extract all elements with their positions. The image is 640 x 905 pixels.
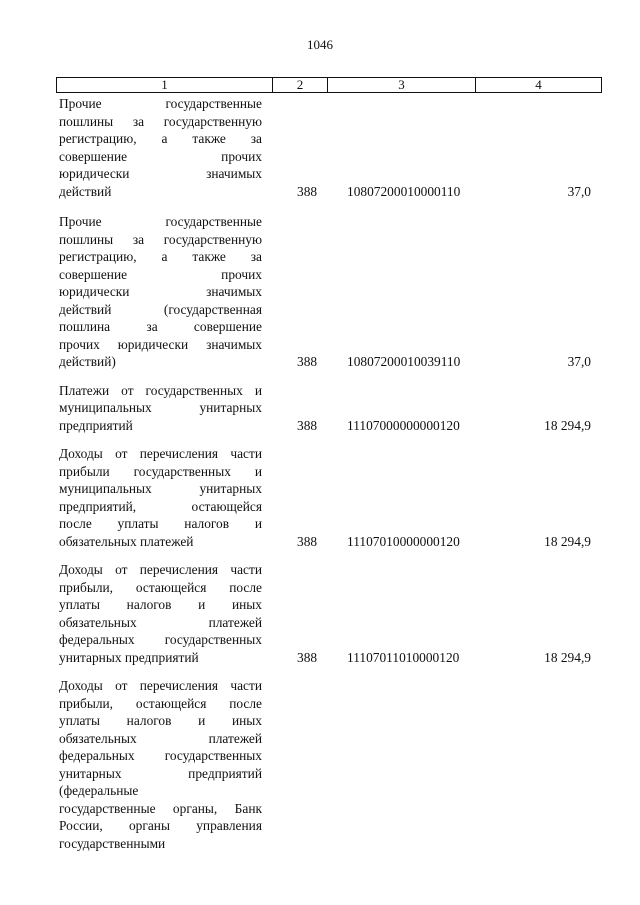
table-row (59, 95, 599, 200)
row-admin-code: 388 (297, 649, 318, 665)
description-line: России, органы управления (59, 818, 262, 833)
description-line: (федеральные (59, 783, 139, 798)
description-line: действий (59, 183, 112, 199)
description-line: совершение прочих (59, 148, 262, 164)
description-line: предприятий, остающейся (59, 498, 262, 514)
description-line: обязательных платежей (59, 614, 262, 630)
description-line: унитарных предприятий (59, 765, 262, 781)
row-description (59, 561, 262, 666)
description-line: Прочие государственные (59, 96, 262, 111)
description-line: обязательных платежей (59, 533, 194, 549)
row-amount: 37,0 (567, 183, 591, 199)
description-line: уплаты налогов и иных (59, 713, 262, 728)
row-amount: 18 294,9 (544, 649, 591, 665)
description-line: действий) (59, 354, 116, 369)
description-line: прочих юридически значимых (59, 336, 262, 352)
row-description (59, 382, 262, 435)
row-budget-code: 10807200010039110 (347, 354, 461, 369)
row-description (59, 677, 262, 852)
table-body (59, 95, 599, 863)
description-line: федеральных государственных (59, 748, 262, 763)
row-amount: 18 294,9 (544, 417, 591, 433)
description-line: государственные органы, Банк (59, 800, 262, 816)
header-col-3: 3 (328, 78, 476, 93)
description-line: совершение прочих (59, 266, 262, 282)
description-line: пошлина за совершение (59, 319, 262, 334)
row-budget-code: 11107000000000120 (347, 417, 460, 433)
description-line: унитарных предприятий (59, 649, 199, 665)
description-line: действий (государственная (59, 301, 262, 317)
table-row (59, 213, 599, 371)
table-row (59, 561, 599, 666)
row-description (59, 95, 262, 200)
row-admin-code: 388 (297, 183, 318, 199)
row-admin-code: 388 (297, 417, 318, 433)
description-line: федеральных государственных (59, 632, 262, 647)
description-line: регистрацию, а также за (59, 131, 262, 146)
table-row (59, 677, 599, 852)
description-line: муниципальных унитарных (59, 481, 262, 496)
description-line: пошлины за государственную (59, 113, 262, 129)
description-line: после уплаты налогов и (59, 516, 262, 531)
table-row (59, 445, 599, 550)
description-line: Доходы от перечисления части (59, 446, 262, 461)
row-description (59, 213, 262, 371)
header-col-4: 4 (476, 78, 602, 93)
description-line: муниципальных унитарных (59, 400, 262, 415)
description-line: юридически значимых (59, 166, 262, 181)
page-number: 1046 (307, 37, 333, 52)
row-budget-code: 11107010000000120 (347, 533, 460, 549)
description-line: обязательных платежей (59, 730, 262, 746)
table-header (56, 77, 602, 93)
header-col-1: 1 (57, 78, 273, 93)
row-admin-code: 388 (297, 533, 318, 549)
header-col-2: 2 (273, 78, 328, 93)
table-row (59, 382, 599, 435)
row-description (59, 445, 262, 550)
description-line: Платежи от государственных и (59, 382, 262, 398)
description-line: прибыли, остающейся после (59, 579, 262, 595)
description-line: Доходы от перечисления части (59, 562, 262, 577)
description-line: предприятий (59, 417, 133, 433)
row-budget-code: 10807200010000110 (347, 183, 461, 199)
row-amount: 18 294,9 (544, 533, 591, 549)
row-admin-code: 388 (297, 354, 318, 369)
description-line: уплаты налогов и иных (59, 597, 262, 612)
description-line: регистрацию, а также за (59, 249, 262, 264)
description-line: прибыли государственных и (59, 463, 262, 479)
description-line: государственными (59, 835, 166, 851)
description-line: прибыли, остающейся после (59, 695, 262, 711)
row-budget-code: 11107011010000120 (347, 649, 460, 665)
description-line: Прочие государственные (59, 214, 262, 229)
row-amount: 37,0 (567, 354, 591, 369)
description-line: Доходы от перечисления части (59, 678, 262, 693)
description-line: пошлины за государственную (59, 231, 262, 247)
description-line: юридически значимых (59, 284, 262, 299)
